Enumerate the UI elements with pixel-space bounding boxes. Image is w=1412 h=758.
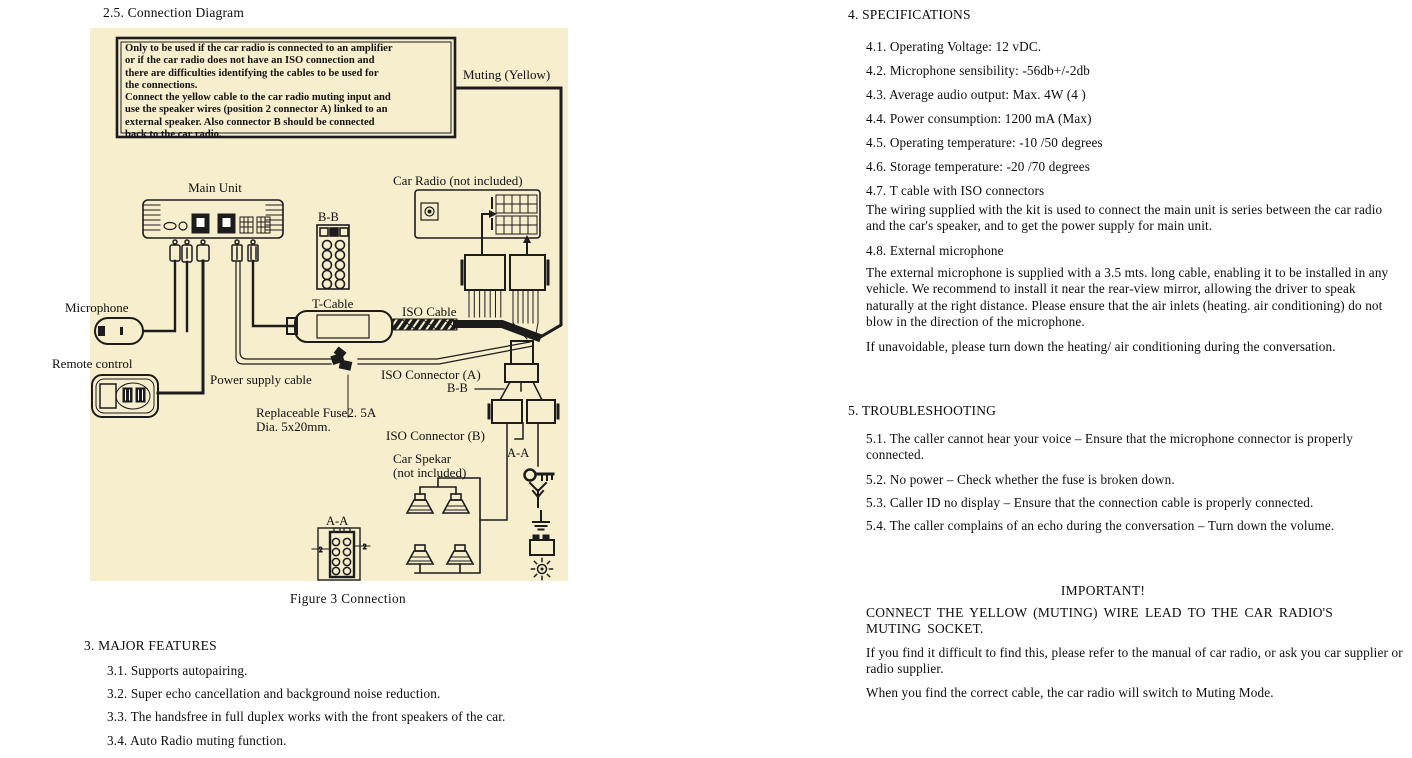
section-heading-major-features: 3. MAJOR FEATURES xyxy=(84,638,217,653)
note-line: back to the car radio. xyxy=(125,129,222,141)
spec-item: 4.1. Operating Voltage: 12 vDC. xyxy=(866,39,1042,54)
important-title: IMPORTANT! xyxy=(1060,583,1146,598)
label-bb-top: B-B xyxy=(318,210,339,224)
label-aa-right: A-A xyxy=(507,446,530,460)
troubleshooting-item: 5.3. Caller ID no display – Ensure that the connection cable is properly connected. xyxy=(866,495,1314,510)
bb-connector-drawing xyxy=(317,225,349,289)
important-paragraph-3: When you find the correct cable, the car radio will switch to Muting Mode. xyxy=(866,685,1274,700)
specifications-list xyxy=(866,35,1103,203)
car-speaker-drawing xyxy=(407,478,480,573)
spec-item: 4.7. T cable with ISO connectors xyxy=(866,183,1045,198)
label-car-speaker-line2: (not included) xyxy=(393,465,467,480)
note-line: use the speaker wires (position 2 connector A) linked to an xyxy=(125,104,388,116)
section-heading-connection-diagram: 2.5. Connection Diagram xyxy=(103,5,245,20)
iso-cable-drawing xyxy=(393,319,537,337)
antenna-icon xyxy=(530,483,546,507)
spec-item: 4.5. Operating temperature: -10 /50 degrees xyxy=(866,135,1103,150)
spec-item: 4.3. Average audio output: Max. 4W (4 ) xyxy=(866,87,1086,102)
note-line: Connect the yellow cable to the car radio muting input and xyxy=(125,92,391,104)
wiring-note-paragraph: The wiring supplied with the kit is used to connect the main unit is series between the car radio and the car's speaker, and to get the power supply for main unit. xyxy=(866,202,1383,234)
connection-diagram-figure xyxy=(52,28,568,581)
t-cable-drawing xyxy=(287,311,392,342)
microphone-drawing xyxy=(95,318,143,344)
note-line: the connections. xyxy=(125,79,198,91)
diagram-note xyxy=(125,43,450,141)
important-paragraph-1: CONNECT THE YELLOW (MUTING) WIRE LEAD TO THE CAR RADIO'S MUTING SOCKET. xyxy=(866,605,1333,636)
spec-item-external-mic: 4.8. External microphone xyxy=(866,243,1004,258)
remote-control-drawing xyxy=(92,375,158,417)
external-mic-paragraph-1: The external microphone is supplied with a 3.5 mts. long cable, enabling it to be installed in any vehicle. We recommend to install it near the rear-view mirror, allowing the driver to speak naturally at the right distance. Please ensure that the air inlets (heating. air conditioning) do not blow in the direction of the microphone. xyxy=(866,265,1389,329)
troubleshooting-item: 5.4. The caller complains of an echo during the conversation – Turn down the volume. xyxy=(866,518,1335,533)
label-car-radio: Car Radio (not included) xyxy=(393,173,523,188)
label-t-cable: T-Cable xyxy=(312,296,354,311)
troubleshooting-item: 5.2. No power – Check whether the fuse is broken down. xyxy=(866,472,1175,487)
feature-item: 3.1. Supports autopairing. xyxy=(107,663,248,678)
label-muting-yellow: Muting (Yellow) xyxy=(463,67,551,82)
battery-icon xyxy=(530,535,554,555)
external-mic-paragraph-2: If unavoidable, please turn down the heating/ air conditioning during the conversation. xyxy=(866,339,1336,354)
label-main-unit: Main Unit xyxy=(188,180,242,195)
arrow-to-radio xyxy=(482,210,531,255)
section-heading-specifications: 4. SPECIFICATIONS xyxy=(848,7,971,22)
label-iso-connector-b: ISO Connector (B) xyxy=(386,428,485,443)
feature-item: 3.3. The handsfree in full duplex works with the front speakers of the car. xyxy=(107,709,506,725)
note-line: or if the car radio does not have an ISO connection and xyxy=(125,55,375,67)
important-paragraph-2: If you find it difficult to find this, please refer to the manual of car radio, or ask you car supplier or radio supplier. xyxy=(866,645,1403,677)
spec-item: 4.6. Storage temperature: -20 /70 degrees xyxy=(866,159,1091,174)
label-iso-connector-a: ISO Connector (A) xyxy=(381,367,481,382)
feature-item: 3.4. Auto Radio muting function. xyxy=(107,732,287,748)
ground-icon xyxy=(533,511,549,530)
spec-item: 4.4. Power consumption: 1200 mA (Max) xyxy=(866,111,1092,126)
key-icon xyxy=(525,470,554,481)
label-bb-mid: B-B xyxy=(447,381,468,395)
troubleshooting-item: 5.1. The caller cannot hear your voice – Ensure that the microphone connector is properly connected. xyxy=(866,431,1353,462)
section-heading-troubleshooting: 5. TROUBLESHOOTING xyxy=(848,403,997,418)
aa-connector-drawing xyxy=(312,528,370,580)
car-radio-drawing xyxy=(415,190,540,238)
label-iso-cable: ISO Cable xyxy=(402,304,457,319)
note-line: external speaker. Also connector B should be connected xyxy=(125,116,375,128)
label-fuse-line1: Replaceable Fuse2. 5A xyxy=(256,405,377,420)
light-icon xyxy=(532,559,553,580)
major-features-list xyxy=(107,659,505,752)
main-unit-plugs xyxy=(170,240,258,262)
aa-pin-number-left: 2 xyxy=(319,546,323,554)
label-remote-control: Remote control xyxy=(52,356,133,371)
aa-pin-number-right: 2 xyxy=(363,543,367,551)
label-car-speaker-line1: Car Spekar xyxy=(393,451,452,466)
main-unit-drawing xyxy=(143,200,283,262)
spec-item: 4.2. Microphone sensibility: -56db+/-2db xyxy=(866,63,1091,78)
figure-caption: Figure 3 Connection xyxy=(290,591,407,606)
note-line: there are difficulties identifying the cables to be used for xyxy=(125,67,379,79)
label-fuse-line2: Dia. 5x20mm. xyxy=(256,419,331,434)
label-microphone: Microphone xyxy=(65,300,129,315)
feature-item: 3.2. Super echo cancellation and background noise reduction. xyxy=(107,686,441,702)
note-line: Only to be used if the car radio is connected to an amplifier xyxy=(125,43,393,54)
label-power-supply-cable: Power supply cable xyxy=(210,372,312,387)
label-aa-left: A-A xyxy=(326,514,349,528)
